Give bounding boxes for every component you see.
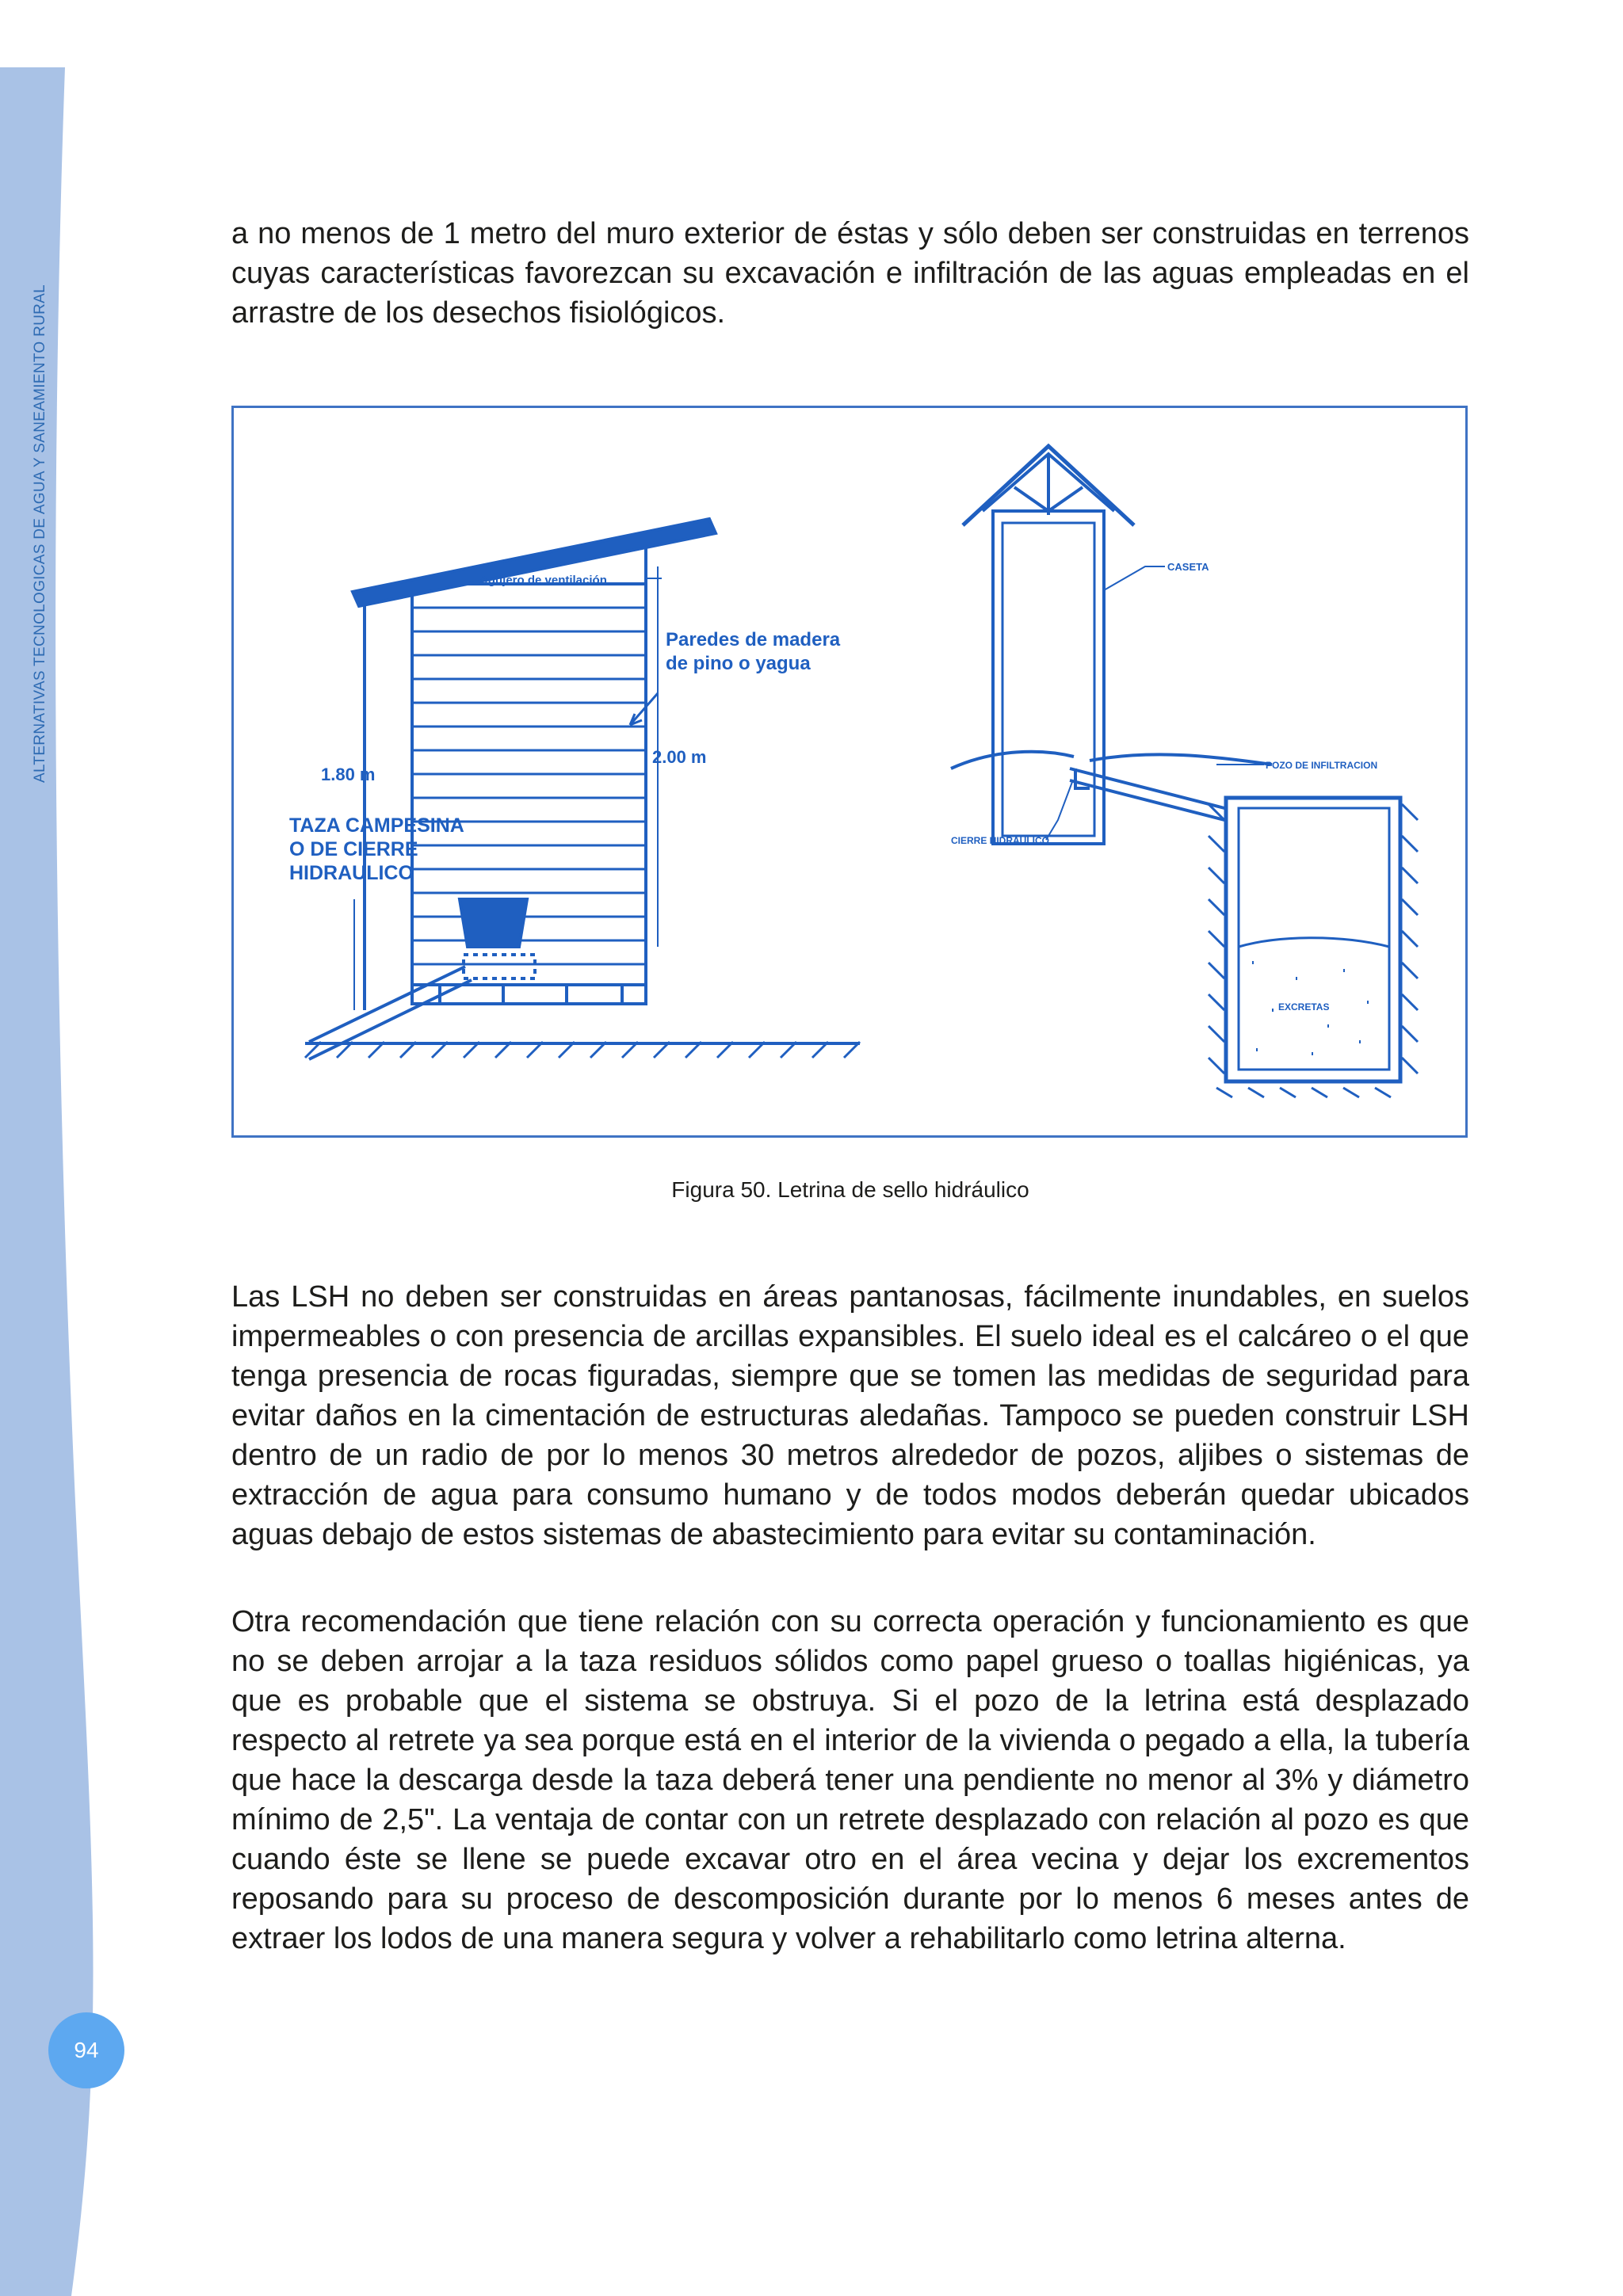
- body-paragraph-1: a no menos de 1 metro del muro exterior de éstas y sólo deben ser construidas en terrenos cuyas características favorezcan su excavación e infiltración de las aguas empleadas en el arrastre de los desechos fisiológicos.: [231, 217, 1469, 330]
- sidebar-band: [0, 0, 111, 2296]
- page-number-badge: [48, 2012, 124, 2088]
- label-height-back: 2.00 m: [652, 747, 707, 767]
- bowl-shape: [460, 899, 527, 947]
- body-paragraph-2: Las LSH no deben ser construidas en áreas pantanosas, fácilmente inundables, en suelos impermeables o con presencia de arcillas expansibles. El suelo ideal es el calcáreo o el que tenga presencia de rocas figuradas, siempre que se tomen las medidas de seguridad para evitar daños en la cimentación de estructuras aledañas. Tampoco se pueden construir LSH dentro de un radio de por lo menos 30 metros alrededor de pozos, aljibes o sistemas de extracción de agua para consumo humano y de todos modos deberán quedar ubicados aguas debajo de estos sistemas de abastecimiento para evitar su contaminación.: [231, 1280, 1469, 1551]
- label-bowl-line3: HIDRAULICO: [289, 862, 414, 884]
- body-paragraph-3: Otra recomendación que tiene relación con su correcta operación y funcionamiento es que no se deben arrojar a la taza residuos sólidos como papel grueso o toallas higiénicas, ya que es probable que el sistema se obstruya. Si el pozo de la letrina está desplazado respecto al retrete ya sea porque está en el interior de la vivienda o pegado a ella, la tubería que hace la descarga desde la taza deberá tener una pendiente no menor al 3% y diámetro mínimo de 2,5". La ventaja de contar con un retrete desplazado con relación al pozo es que cuando éste se llene se puede excavar otro en el área vecina y dejar los excrementos reposando para su proceso de descomposición durante por lo menos 6 meses antes de extraer los lodos de una manera segura y volver a rehabilitarlo como letrina alterna.: [231, 1605, 1469, 1955]
- page-number: 94: [74, 2038, 99, 2062]
- label-bowl-line2: O DE CIERRE: [289, 838, 418, 860]
- label-walls-line2: de pino o yagua: [666, 653, 811, 674]
- running-title-text: ALTERNATIVAS TECNOLOGICAS DE AGUA Y SANEAMIENTO RURAL: [32, 284, 48, 783]
- label-height-front: 1.80 m: [321, 765, 376, 784]
- letrina-drawing: [234, 408, 1465, 1135]
- label-walls-line1: Paredes de madera: [666, 629, 841, 650]
- label-hydraulic-seal: CIERRE HIDRAULICO: [951, 835, 1050, 846]
- figure-letrina-diagram: [231, 406, 1468, 1138]
- label-infiltration-pit: POZO DE INFILTRACION: [1266, 760, 1378, 771]
- label-bowl-line1: TAZA CAMPESINA: [289, 814, 464, 837]
- figure-caption: Figura 50. Letrina de sello hidráulico: [671, 1177, 1029, 1202]
- label-excreta: EXCRETAS: [1278, 1001, 1330, 1013]
- booth-roof: [959, 408, 1137, 460]
- roof: [353, 519, 716, 606]
- label-booth: CASETA: [1167, 561, 1209, 573]
- label-vent-hole: Agujero de ventilación: [479, 574, 607, 587]
